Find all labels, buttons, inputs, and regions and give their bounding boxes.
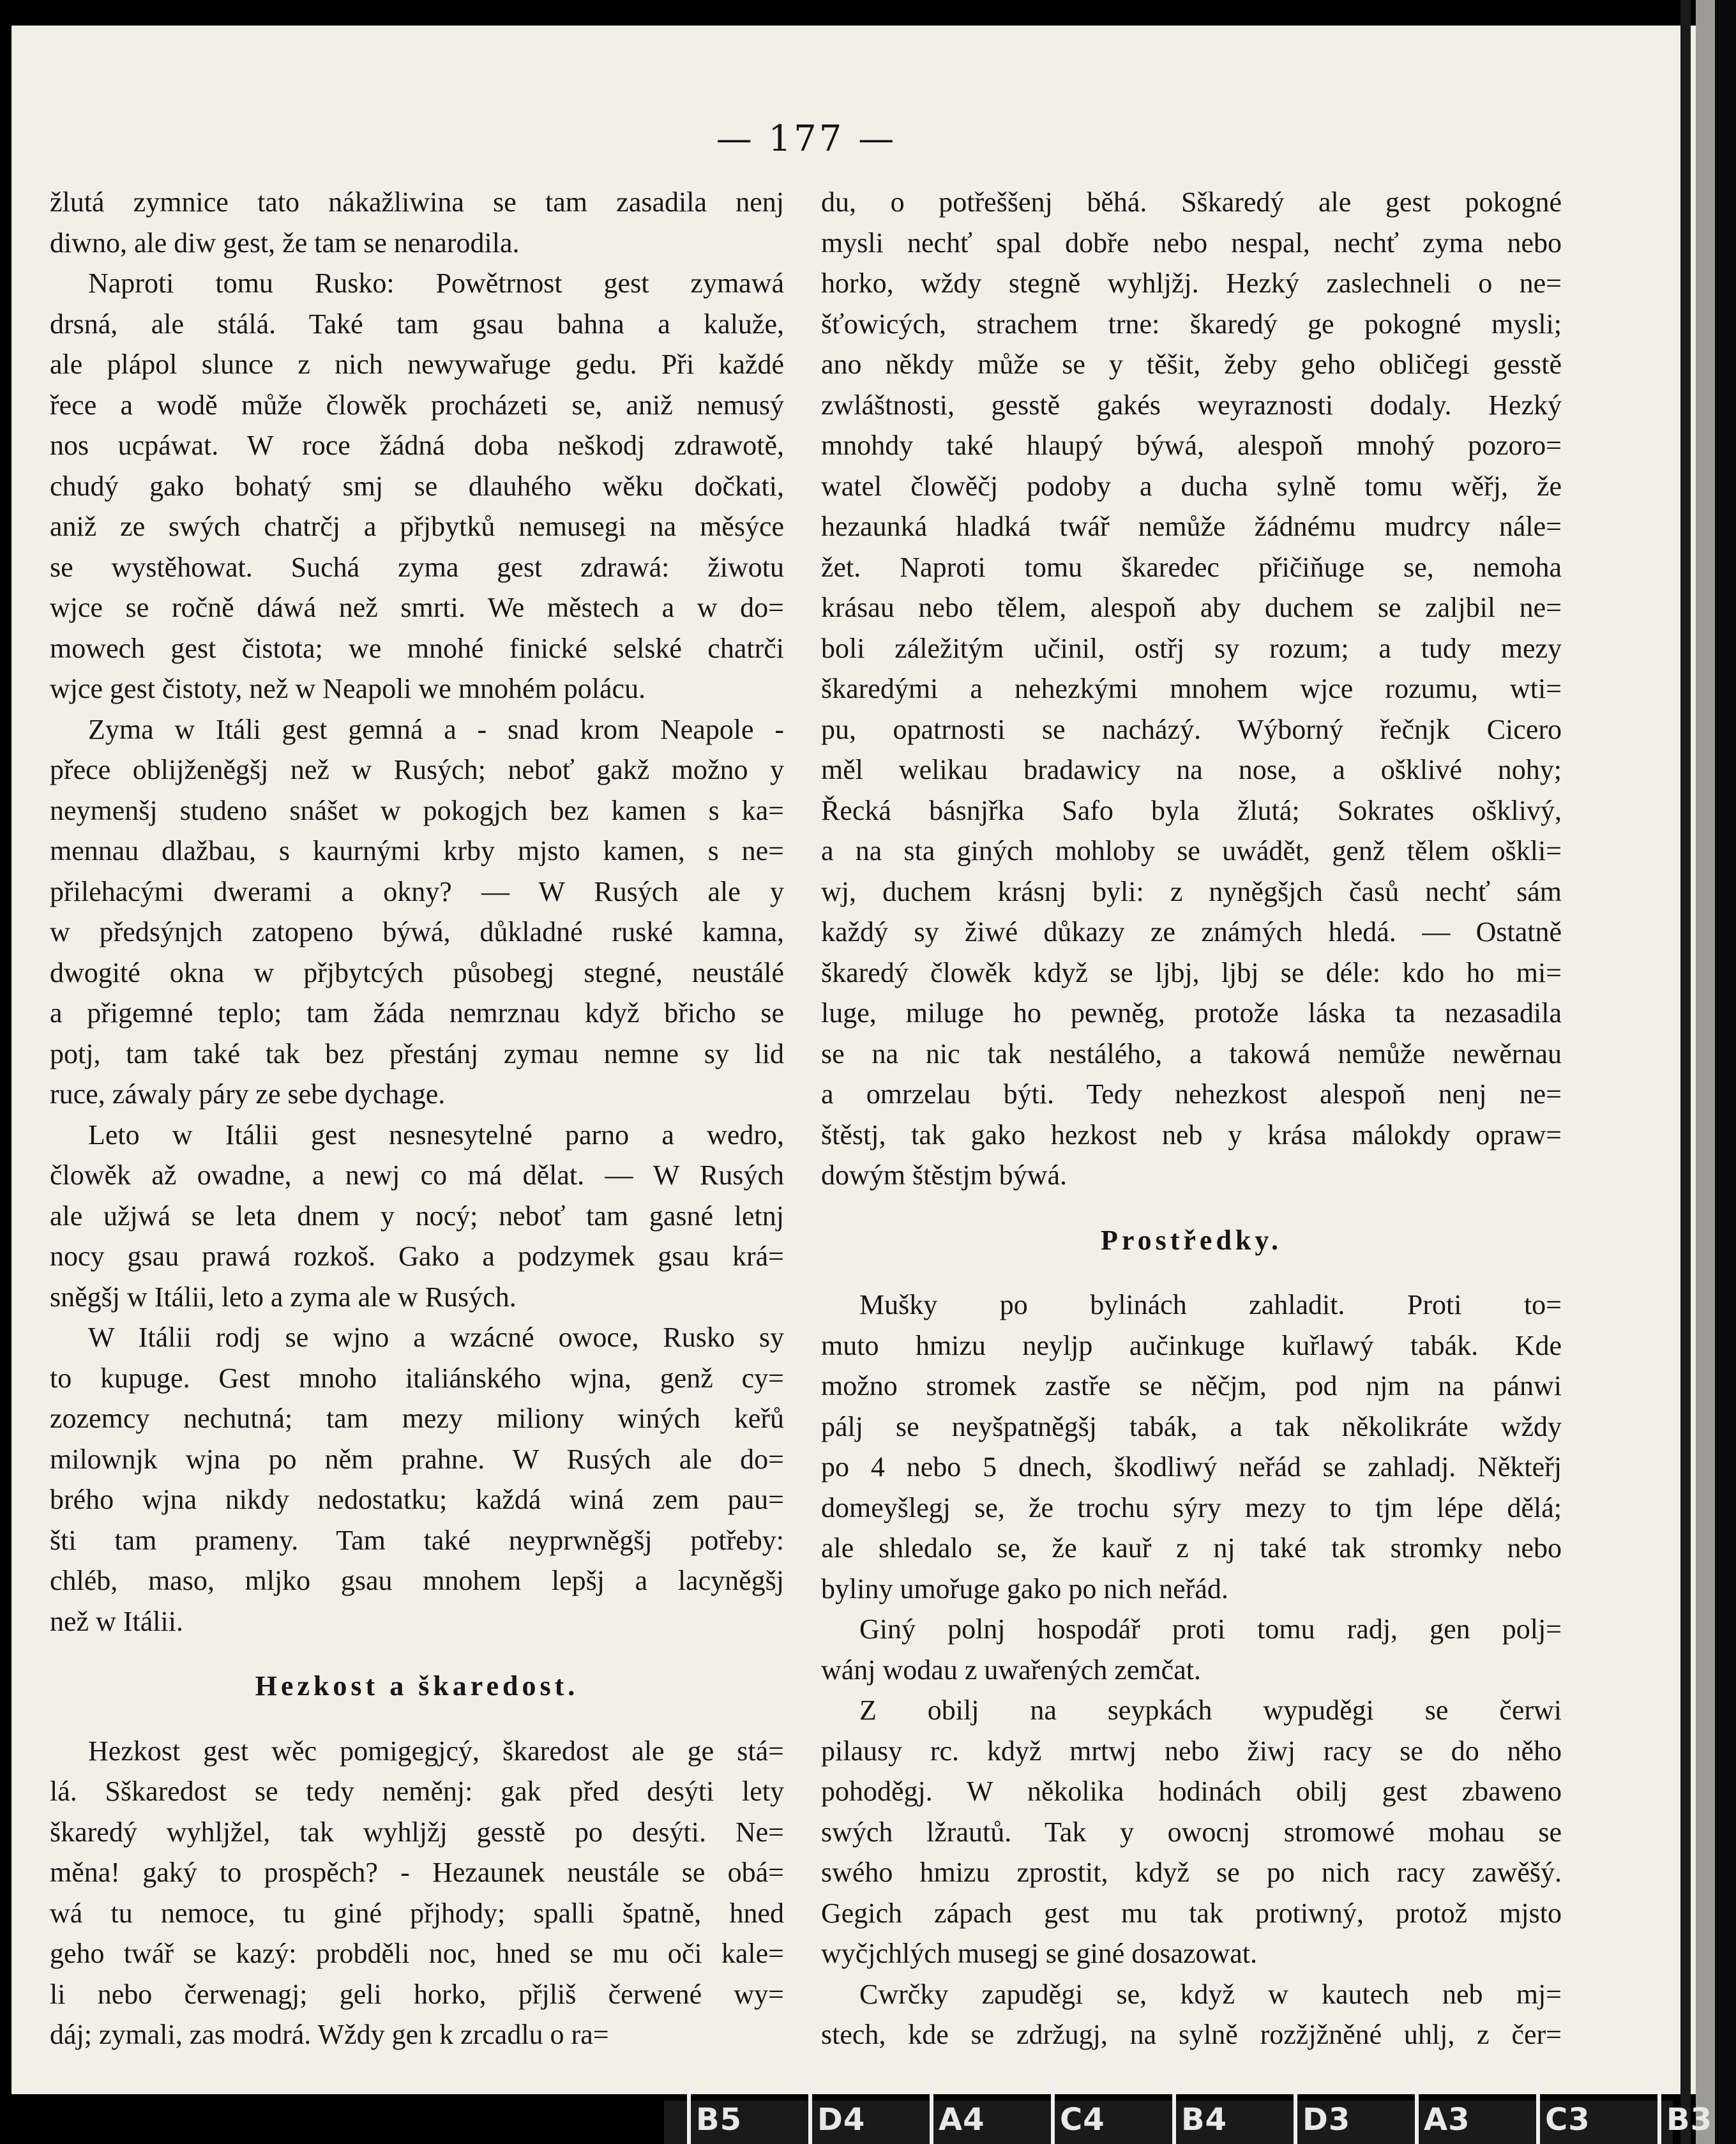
text-line: diwno, ale diw gest, že tam se nenarodila. <box>50 227 520 259</box>
text-line: Leto w Itálii gest nesnesytelné parno a wedro, <box>88 1119 784 1151</box>
text-line: watel člowěčj podoby a ducha sylně tomu wěřj, že <box>821 470 1562 502</box>
text-line: Hezkost gest wěc pomigegjcý, škaredost ale ge stá= <box>88 1735 784 1767</box>
right-text-column <box>821 182 1562 2055</box>
text-line: škaredý wyhljžel, tak wyhljžj gesstě po desýti. Ne= <box>50 1816 784 1848</box>
text-line: milownjk wjna po něm prahne. W Rusých ale do= <box>50 1443 784 1475</box>
text-line: potj, tam také tak bez přestánj zymau nemne sy lid <box>50 1038 784 1069</box>
text-line <box>821 1260 1562 1285</box>
text-line <box>50 1642 784 1666</box>
text-line: dwogité okna w přjbytcých působegj stegné, neustálé <box>50 956 784 988</box>
text-line: chléb, maso, mljko gsau mnohem lepšj a lacyněgšj <box>50 1565 784 1596</box>
scale-tick <box>808 2075 812 2144</box>
text-line: mysli nechť spal dobře nebo nespal, nechť zyma nebo <box>821 227 1562 259</box>
text-line: ano někdy může se y těšit, žeby geho obličegi gesstě <box>821 349 1562 380</box>
text-line: horko, wždy stegně wyhljžj. Hezký zaslechneli o ne= <box>821 268 1562 299</box>
text-line: člowěk až owadne, a newj co má dělat. — W Rusých <box>50 1159 784 1191</box>
text-line: W Itálii rodj se wjno a wzácné owoce, Rusko sy <box>88 1322 784 1353</box>
color-scale-strip <box>664 2101 1673 2144</box>
page-edge <box>1696 0 1715 2144</box>
section-heading: Prostředky. <box>1101 1224 1282 1256</box>
text-line: geho twář se kazý: probděli noc, hned se mu oči kale= <box>50 1938 784 1969</box>
text-line: Zyma w Itáli gest gemná a - snad krom Neapole - <box>88 713 784 745</box>
text-line: to kupuge. Gest mnoho italiánského wjna, genž cy= <box>50 1362 784 1394</box>
text-line: přece oblijženěgšj než w Rusých; neboť gakž možno y <box>50 754 784 785</box>
text-line: pálj se neyšpatněgšj tabák, a tak několikráte wždy <box>821 1410 1562 1442</box>
text-line: zozemcy nechutná; tam mezy miliony winých keřů <box>50 1403 784 1434</box>
text-line: wá tu nemoce, tu giné přjhody; spalli špatně, hned <box>50 1897 784 1929</box>
text-line: štěstj, tak gako hezkost neb y krása málokdy opraw= <box>821 1119 1562 1151</box>
paper-sheet <box>11 26 1696 2094</box>
text-line: se na nic tak nestálého, a takowá nemůže newěrnau <box>821 1038 1562 1069</box>
scale-tick <box>1051 2075 1055 2144</box>
text-line: zwláštnosti, gesstě gakés weyraznosti dodaly. Hezký <box>821 389 1562 421</box>
scale-label: B5 <box>696 2102 742 2138</box>
text-line: Cwrčky zapuděgi se, když w kautech neb mj= <box>859 1978 1562 2010</box>
text-line: byliny umořuge gako po nich neřád. <box>821 1573 1228 1604</box>
text-line: měna! gaký to prospěch? - Hezaunek neustále se obá= <box>50 1857 784 1888</box>
scale-label: C4 <box>1060 2102 1105 2138</box>
text-line: dowým štěstjm býwá. <box>821 1159 1067 1191</box>
text-line: Řecká básnjřka Safo byla žlutá; Sokrates ošklivý, <box>821 794 1562 826</box>
text-line: mnohdy také hlaupý býwá, alespoň mnohý pozoro= <box>821 430 1562 461</box>
left-text-column <box>50 182 784 2055</box>
text-line: li nebo čerwenagj; geli horko, přjliš čerwené wy= <box>50 1978 784 2010</box>
text-line: drsná, ale stálá. Také tam gsau bahna a kaluže, <box>50 308 784 340</box>
text-line: domeyšlegj se, že trochu sýry mezy to tjm lépe dělá; <box>821 1491 1562 1523</box>
scale-tick <box>1536 2075 1540 2144</box>
text-line: hezaunká hladká twář nemůže žádnému mudrcy nále= <box>821 511 1562 542</box>
text-line: pohoděgj. W několika hodinách obilj gest zbaweno <box>821 1776 1562 1807</box>
page-number: — 177 — <box>716 118 897 160</box>
scale-label: B3 <box>1666 2102 1712 2138</box>
text-line: měl welikau bradawicy na nose, a ošklivé nohy; <box>821 754 1562 785</box>
text-line: pu, opatrnosti se nacházý. Wýborný řečnjk Cicero <box>821 713 1562 745</box>
scale-tick <box>930 2075 933 2144</box>
text-line: škaredý člowěk když se ljbj, ljbj se déle: kdo ho mi= <box>821 956 1562 988</box>
text-line: Z obilj na seypkách wypuděgi se čerwi <box>859 1695 1562 1726</box>
text-line: Mušky po bylinách zahladit. Proti to= <box>859 1289 1562 1320</box>
scale-label: C3 <box>1545 2102 1590 2138</box>
text-line: šti tam prameny. Tam také neyprwněgšj potřeby: <box>50 1524 784 1556</box>
text-line: wjce se ročně dáwá než smrti. We městech a w do= <box>50 592 784 623</box>
text-line: lá. Sškaredost se tedy neměnj: gak před desýti lety <box>50 1776 784 1807</box>
text-line: přilehacými dwerami a okny? — W Rusých ale y <box>50 875 784 907</box>
text-line: ale užjwá se leta dnem y nocý; neboť tam gasné letnj <box>50 1200 784 1232</box>
text-line: a na sta giných mohloby se uwádět, genž tělem oškli= <box>821 835 1562 866</box>
text-line: mennau dlažbau, s kaurnými krby mjsto kamen, s ne= <box>50 835 784 866</box>
text-line: neymenšj studeno snášet w pokogjch bez kamen s ka= <box>50 794 784 826</box>
text-line <box>50 1707 784 1731</box>
text-line: wyčjchlých musegj se giné dosazowat. <box>821 1938 1258 1969</box>
text-line: ruce, záwaly páry ze sebe dychage. <box>50 1078 446 1110</box>
text-line: wjce gest čistoty, než w Neapoli we mnohém polácu. <box>50 673 646 704</box>
text-line: swého hmizu zprostit, když se po nich racy zawěšý. <box>821 1857 1562 1888</box>
text-line: žlutá zymnice tato nákažliwina se tam zasadila nenj <box>50 186 784 218</box>
text-line: nos ucpáwat. W roce žádná doba neškodj zdrawotě, <box>50 430 784 461</box>
scale-tick <box>687 2075 691 2144</box>
scale-label: D4 <box>817 2102 866 2138</box>
text-line: wj, duchem krásnj byli: z nyněgšjch časů nechť sám <box>821 875 1562 907</box>
text-line: luge, miluge ho pewněg, protože láska ta nezasadila <box>821 997 1562 1029</box>
text-line: Naproti tomu Rusko: Powětrnost gest zymawá <box>88 268 784 299</box>
text-line: každý sy žiwé důkazy ze známých hledá. — Ostatně <box>821 916 1562 947</box>
text-line: škaredými a nehezkými mnohem wjce rozumu, wti= <box>821 673 1562 704</box>
scale-tick <box>1294 2075 1297 2144</box>
scale-label: D3 <box>1302 2102 1351 2138</box>
scale-label: B4 <box>1181 2102 1227 2138</box>
text-line: šťowicých, strachem trne: škaredý ge pokogné mysli; <box>821 308 1562 340</box>
text-line: brého wjna nikdy nedostatku; každá winá zem pau= <box>50 1484 784 1515</box>
text-line: krásau nebo tělem, alespoň aby duchem se zaljbil ne= <box>821 592 1562 623</box>
text-line: nocy gsau prawá rozkoš. Gako a podzymek gsau krá= <box>50 1241 784 1272</box>
text-line: Giný polnj hospodář proti tomu radj, gen polj= <box>859 1613 1562 1645</box>
text-line: možno stromek zastře se něčjm, pod njm na pánwi <box>821 1370 1562 1401</box>
text-line: dáj; zymali, zas modrá. Wždy gen k zrcadlu o ra= <box>50 2019 609 2050</box>
text-line: stech, kde se zdržugj, na sylně rozžjžněné uhlj, z čer= <box>821 2019 1562 2050</box>
scale-label: A3 <box>1424 2102 1470 2138</box>
text-line: swých lžrautů. Tak y owocnj stromowé mohau se <box>821 1816 1562 1848</box>
text-line: chudý gako bohatý smj se dlauhého wěku dočkati, <box>50 470 784 502</box>
text-line: du, o potřeššenj běhá. Sškaredý ale gest pokogné <box>821 186 1562 218</box>
scale-tick <box>1172 2075 1176 2144</box>
text-line: mowech gest čistota; we mnohé finické selské chatrči <box>50 632 784 664</box>
text-line: Gegich zápach gest mu tak protiwný, protož mjsto <box>821 1897 1562 1929</box>
text-line: boli záležitým učinil, ostřj sy rozum; a tudy mezy <box>821 632 1562 664</box>
text-line: se wystěhowat. Suchá zyma gest zdrawá: žiwotu <box>50 551 784 583</box>
text-line: a omrzelau býti. Tedy nehezkost alespoň nenj ne= <box>821 1078 1562 1110</box>
text-line: než w Itálii. <box>50 1605 183 1637</box>
text-line: wánj wodau z uwařených zemčat. <box>821 1654 1201 1686</box>
text-line: řece a wodě může člowěk procházeti se, aniž nemusý <box>50 389 784 421</box>
text-line: žet. Naproti tomu škaredec přičiňuge se, nemoha <box>821 551 1562 583</box>
scale-tick <box>1657 2075 1661 2144</box>
text-line: aniž ze swých chatrčj a přjbytků nemusegi na měsýce <box>50 511 784 542</box>
text-line: a přigemné teplo; tam žáda nemrznau když břicho se <box>50 997 784 1029</box>
text-line: sněgšj w Itálii, leto a zyma ale w Rusých. <box>50 1281 517 1313</box>
text-line: po 4 nebo 5 dnech, škodliwý neřád se zahladj. Někteřj <box>821 1451 1562 1483</box>
text-line: w předsýnjch zatopeno býwá, důkladné ruské kamna, <box>50 916 784 947</box>
scale-tick <box>1415 2075 1419 2144</box>
page-gutter-shadow <box>1680 0 1691 2144</box>
section-heading: Hezkost a škaredost. <box>255 1670 579 1702</box>
text-line: ale plápol slunce z nich newywařuge gedu. Při každé <box>50 349 784 380</box>
scale-label: A4 <box>939 2102 985 2138</box>
text-line <box>821 1196 1562 1220</box>
text-line: muto hmizu neyljp aučinkuge kuřlawý tabák. Kde <box>821 1329 1562 1361</box>
text-line: ale shledalo se, že kauř z nj také tak stromky nebo <box>821 1532 1562 1564</box>
text-line: pilausy rc. když mrtwj nebo žiwj racy se do něho <box>821 1735 1562 1767</box>
